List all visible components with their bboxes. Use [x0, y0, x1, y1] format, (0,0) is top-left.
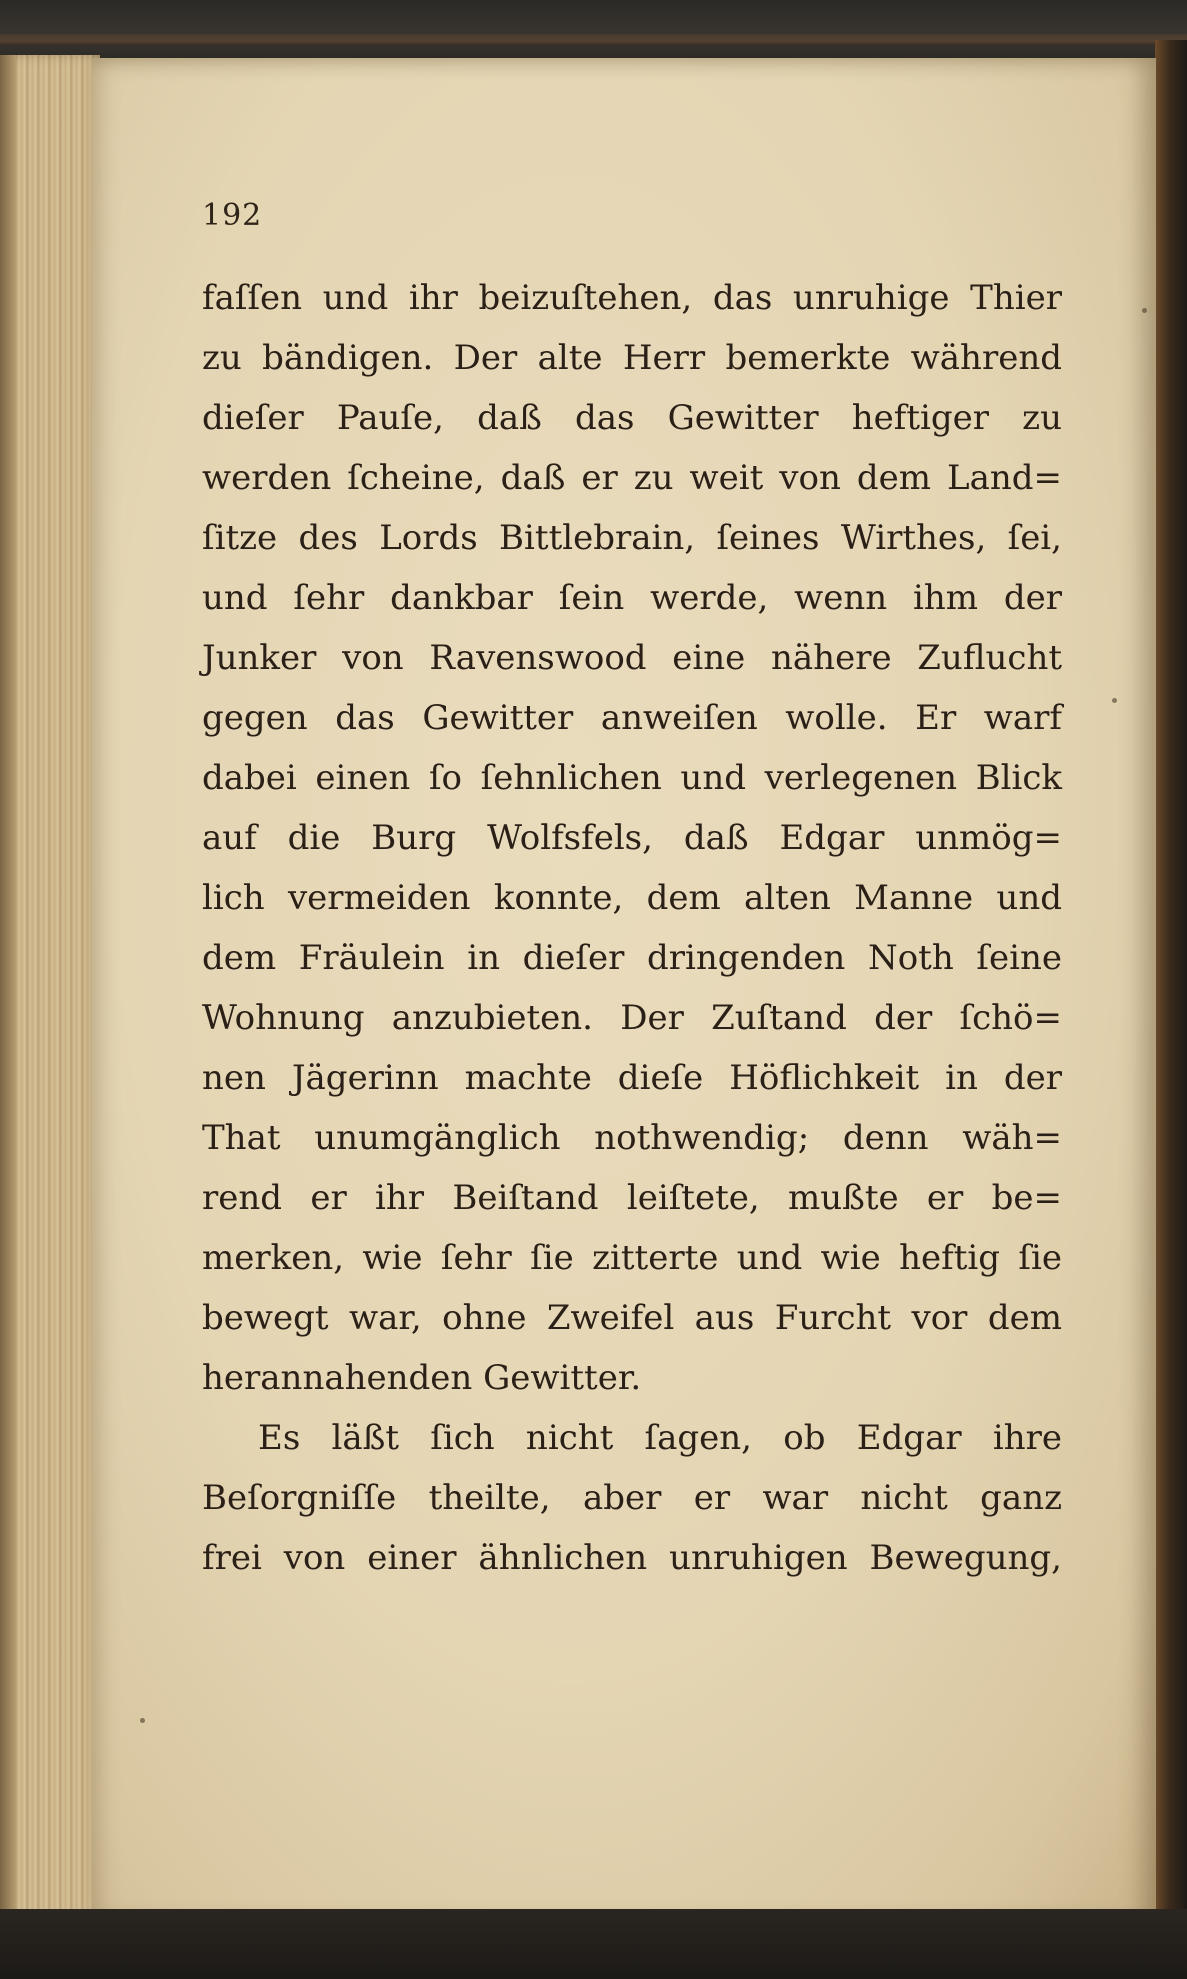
text-line: dem Fräulein in dieſer dringenden Noth ſeine: [202, 938, 1062, 978]
text-line: That unumgänglich nothwendig; denn wäh=: [202, 1118, 1062, 1158]
text-line: dieſer Pauſe, daß das Gewitter heftiger zu: [202, 398, 1062, 438]
text-line: rend er ihr Beiſtand leiſtete, mußte er be=: [202, 1178, 1062, 1218]
text-line: herannahenden Gewitter.: [202, 1358, 642, 1398]
book-binding-bottom: [0, 1909, 1187, 1979]
page-stack-edge: [0, 55, 100, 1925]
text-line: und ſehr dankbar ſein werde, wenn ihm der: [202, 578, 1062, 618]
text-line: faſſen und ihr beizuſtehen, das unruhige Thier: [202, 278, 1062, 318]
paper-speck: [1142, 308, 1147, 313]
text-line: ſitze des Lords Bittlebrain, ſeines Wirthes, ſei,: [202, 518, 1062, 558]
text-line: auf die Burg Wolfsfels, daß Edgar unmög=: [202, 818, 1062, 858]
page-number: 192: [202, 198, 263, 233]
book-cover-edge: [1155, 40, 1187, 1940]
text-line: Wohnung anzubieten. Der Zuſtand der ſchö=: [202, 998, 1062, 1038]
text-line: bewegt war, ohne Zweifel aus Furcht vor dem: [202, 1298, 1062, 1338]
text-line: dabei einen ſo ſehnlichen und verlegenen Blick: [202, 758, 1062, 798]
paper-speck: [1112, 698, 1117, 703]
text-line: merken, wie ſehr ſie zitterte und wie heftig ſie: [202, 1238, 1062, 1278]
text-line: nen Jägerinn machte dieſe Höflichkeit in der: [202, 1058, 1062, 1098]
text-line: lich vermeiden konnte, dem alten Manne und: [202, 878, 1062, 918]
paper-speck: [140, 1718, 145, 1723]
text-line: Beſorgniſſe theilte, aber er war nicht ganz: [202, 1478, 1062, 1518]
text-line: gegen das Gewitter anweiſen wolle. Er warf: [202, 698, 1062, 738]
text-line: werden ſcheine, daß er zu weit von dem Land=: [202, 458, 1062, 498]
text-line: Junker von Ravenswood eine nähere Zuflucht: [202, 638, 1062, 678]
text-line: frei von einer ähnlichen unruhigen Bewegung,: [202, 1538, 1062, 1578]
page-text: [202, 268, 1062, 1588]
text-line: Es läßt ſich nicht ſagen, ob Edgar ihre: [258, 1418, 1062, 1458]
text-line: zu bändigen. Der alte Herr bemerkte während: [202, 338, 1062, 378]
